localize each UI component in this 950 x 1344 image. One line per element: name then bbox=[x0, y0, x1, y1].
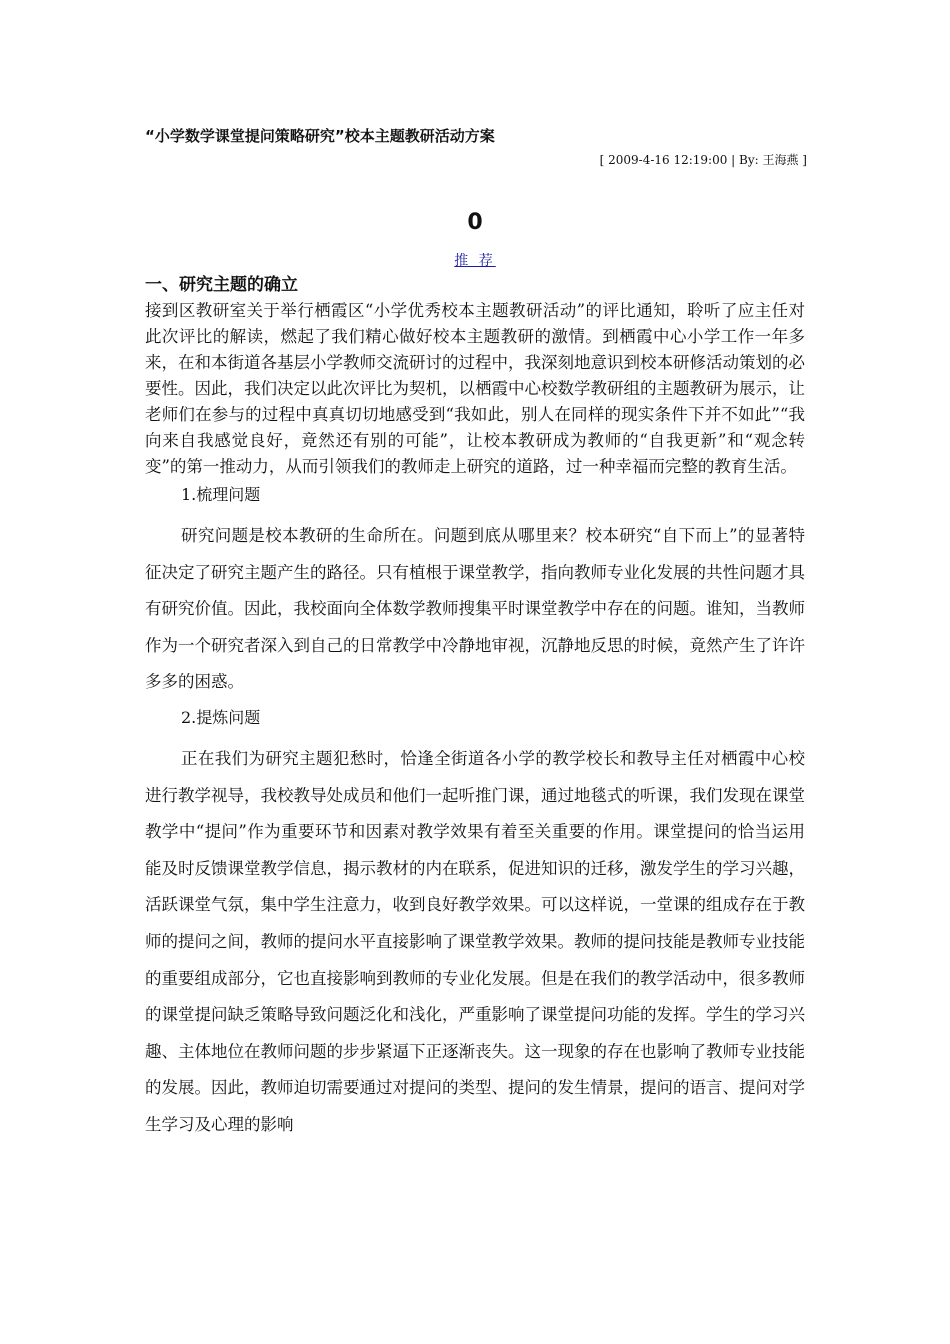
document-title: “小学数学课堂提问策略研究”校本主题教研活动方案 bbox=[145, 127, 495, 145]
intro-paragraph: 接到区教研室关于举行栖霞区“小学优秀校本主题教研活动”的评比通知，聆听了应主任对此次评比的解读，燃起了我们精心做好校本主题教研的激情。到栖霞中心小学工作一年多来，在和本街道各基层小学教师交流研讨的过程中，我深刻地意识到校本研修活动策划的必要性。因此，我们决定以此次评比为契机，以栖霞中心校数学教研组的主题教研为展示，让老师们在参与的过程中真真切切地感受到“我如此，别人在同样的现实条件下并不如此”“我向来自我感觉良好，竟然还有别的可能”，让校本教研成为教师的“自我更新”和“观念转变”的第一推动力，从而引领我们的教师走上研究的道路，过一种幸福而完整的教育生活。 bbox=[145, 301, 805, 476]
post-meta: [ 2009-4-16 12:19:00 | By: 王海燕 ] bbox=[599, 153, 807, 167]
subsection-heading-1: 1.梳理问题 bbox=[181, 485, 261, 504]
subsection-heading-2: 2.提炼问题 bbox=[181, 707, 261, 727]
recommend-row bbox=[0, 252, 950, 270]
section-heading: 一、研究主题的确立 bbox=[145, 275, 298, 295]
paragraph-1: 研究问题是校本教研的生命所在。问题到底从哪里来？校本研究“自下而上”的显著特征决定了研究主题产生的路径。只有植根于课堂教学，指向教师专业化发展的共性问题才具有研究价值。因此，我校面向全体数学教师搜集平时课堂教学中存在的问题。谁知，当教师作为一个研究者深入到自己的日常教学中冷静地审视，沉静地反思的时候，竟然产生了许许多多的困惑。 bbox=[145, 526, 805, 692]
article-body bbox=[145, 272, 805, 1148]
paragraph-2: 正在我们为研究主题犯愁时，恰逢全街道各小学的教学校长和教导主任对栖霞中心校进行教学视导，我校教导处成员和他们一起听推门课，通过地毯式的听课，我们发现在课堂教学中“提问”作为重要环节和因素对教学效果有着至关重要的作用。课堂提问的恰当运用能及时反馈课堂教学信息，揭示教材的内在联系，促进知识的迁移，激发学生的学习兴趣，活跃课堂气氛，集中学生注意力，收到良好教学效果。可以这样说，一堂课的组成存在于教师的提问之间，教师的提问水平直接影响了课堂教学效果。教师的提问技能是教师专业技能的重要组成部分，它也直接影响到教师的专业化发展。但是在我们的教学活动中，很多教师的课堂提问缺乏策略导致问题泛化和浅化，严重影响了课堂提问功能的发挥。学生的学习兴趣、主体地位在教师问题的步步紧逼下正逐渐丧失。这一现象的存在也影响了教师专业技能的发展。因此，教师迫切需要通过对提问的类型、提问的发生情景，提问的语言、提问对学生学习及心理的影响 bbox=[145, 748, 805, 1134]
recommend-link[interactable]: 推 荐 bbox=[454, 253, 496, 269]
recommend-count: 0 bbox=[467, 210, 483, 235]
